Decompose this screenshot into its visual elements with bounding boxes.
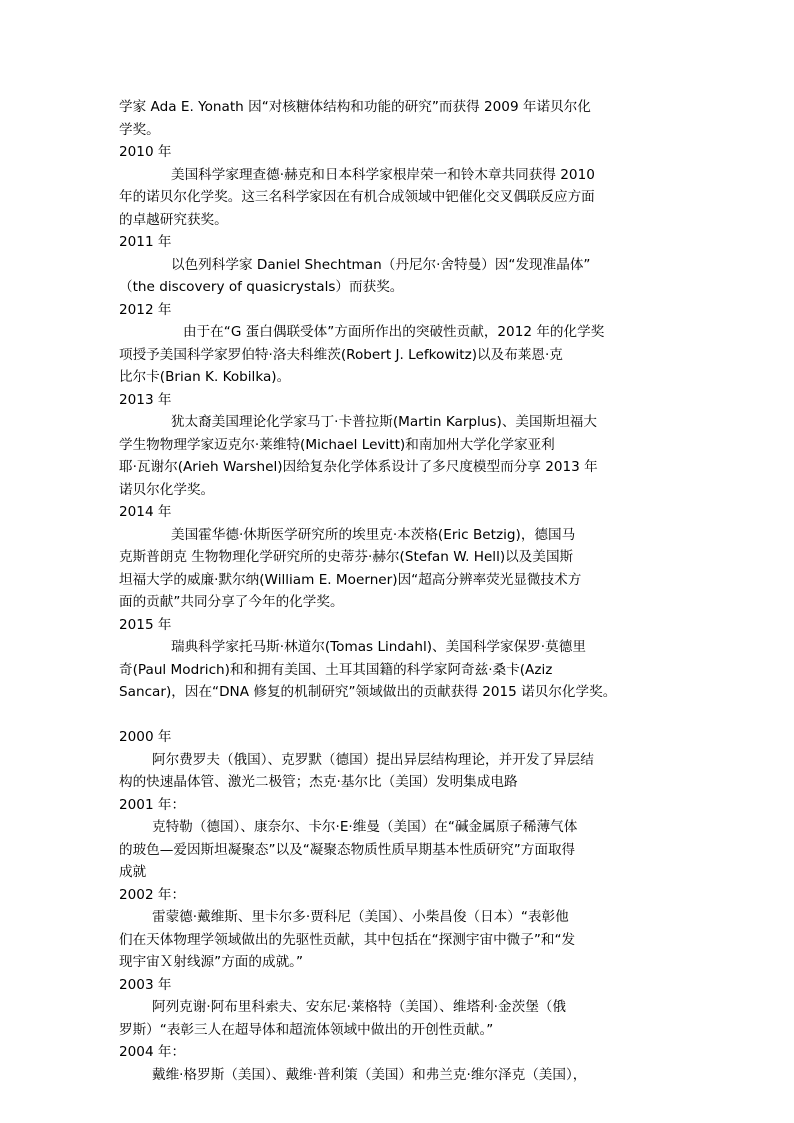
- paragraph-line: 构的快速晶体管、激光二极管；杰克·基尔比（美国）发明集成电路: [119, 774, 518, 790]
- paragraph-line: 坦福大学的威廉·默尔纳(William E. Moerner)因“超高分辨率荧光显微技术方: [119, 571, 582, 588]
- paragraph-line: 罗斯）“表彰三人在超导体和超流体领域中做出的开创性贡献。”: [119, 1021, 494, 1038]
- paragraph-line: 以色列科学家 Daniel Shechtman（丹尼尔·舍特曼）因“发现准晶体”: [171, 256, 591, 273]
- year-heading: 2002 年：: [119, 886, 186, 903]
- paragraph-line: Sancar)，因在“DNA 修复的机制研究”领域做出的贡献获得 2015 诺贝尔化学奖。: [119, 684, 617, 700]
- paragraph-line: 的玻色—爱因斯坦凝聚态”以及“凝聚态物质性质早期基本性质研究”方面取得: [119, 841, 576, 858]
- paragraph-line: 学奖。: [119, 121, 160, 138]
- paragraph-line: 阿列克谢·阿布里科索夫、安东尼·莱格特（美国）、维塔利·金茨堡（俄: [152, 999, 566, 1015]
- paragraph-line: 项授予美国科学家罗伯特·洛夫科维茨(Robert J. Lefkowitz)以及布莱恩·克: [119, 346, 563, 363]
- year-heading: 2010 年: [119, 144, 172, 160]
- paragraph-line: 由于在“G 蛋白偶联受体”方面所作出的突破性贡献，2012 年的化学奖: [183, 324, 605, 340]
- paragraph-line: 面的贡献”共同分享了今年的化学奖。: [119, 594, 344, 610]
- year-heading: 2014 年: [119, 504, 172, 520]
- paragraph-line: 戴维·格罗斯（美国）、戴维·普利策（美国）和弗兰克·维尔泽克（美国），: [152, 1066, 587, 1083]
- paragraph-line: 阿尔费罗夫（俄国）、克罗默（德国）提出异层结构理论，并开发了异层结: [152, 751, 594, 768]
- year-heading: 2011 年: [119, 234, 172, 250]
- year-heading: 2004 年：: [119, 1044, 186, 1060]
- year-heading: 2001 年：: [119, 796, 186, 813]
- blank-line: [119, 704, 677, 727]
- paragraph-line: 美国霍华德·休斯医学研究所的埃里克·本茨格(Eric Betzig)，德国马: [171, 526, 576, 543]
- paragraph-line: 犹太裔美国理论化学家马丁·卡普拉斯(Martin Karplus)、美国斯坦福大: [171, 414, 597, 430]
- paragraph-line: 成就: [119, 864, 147, 880]
- paragraph-line: 学生物物理学家迈克尔·莱维特(Michael Levitt)和南加州大学化学家亚利: [119, 436, 555, 453]
- paragraph-line: 的卓越研究获奖。: [119, 211, 228, 228]
- paragraph-line: 克斯普朗克 生物物理化学研究所的史蒂芬·赫尔(Stefan W. Hell)以及美国斯: [119, 549, 574, 565]
- year-heading: 2013 年: [119, 391, 172, 408]
- paragraph-line: 们在天体物理学领域做出的先驱性贡献，其中包括在“探测宇宙中微子”和“发: [119, 931, 576, 948]
- paragraph-line: 耶·瓦谢尔(Arieh Warshel)因给复杂化学体系设计了多尺度模型而分享 2013 年: [119, 459, 598, 475]
- paragraph-line: 年的诺贝尔化学奖。这三名科学家因在有机合成领域中钯催化交叉偶联反应方面: [119, 189, 595, 205]
- paragraph-line: 学家 Ada E. Yonath 因“对核糖体结构和功能的研究”而获得 2009 年诺贝尔化: [119, 99, 591, 115]
- paragraph-line: 雷蒙德·戴维斯、里卡尔多·贾科尼（美国）、小柴昌俊（日本）“表彰他: [152, 909, 569, 925]
- paragraph-line: 诺贝尔化学奖。: [119, 481, 215, 498]
- year-heading: 2015 年: [119, 616, 172, 633]
- document-page: [119, 96, 677, 1086]
- paragraph-line: 现宇宙Ｘ射线源”方面的成就。”: [119, 954, 304, 970]
- year-heading: 2003 年: [119, 976, 172, 993]
- year-heading: 2000 年: [119, 729, 172, 745]
- year-heading: 2012 年: [119, 301, 172, 318]
- paragraph-line: 美国科学家理查德·赫克和日本科学家根岸荣一和铃木章共同获得 2010: [171, 166, 595, 183]
- paragraph-line: 瑞典科学家托马斯·林道尔(Tomas Lindahl)、美国科学家保罗·莫德里: [171, 639, 586, 655]
- paragraph-line: （the discovery of quasicrystals）而获奖。: [119, 279, 404, 295]
- paragraph-line: 克特勒（德国）、康奈尔、卡尔·E·维曼（美国）在“碱金属原子稀薄气体: [152, 819, 578, 835]
- paragraph-line: 比尔卡(Brian K. Kobilka)。: [119, 369, 291, 385]
- paragraph-line: 奇(Paul Modrich)和和拥有美国、土耳其国籍的科学家阿奇兹·桑卡(Aziz: [119, 661, 553, 678]
